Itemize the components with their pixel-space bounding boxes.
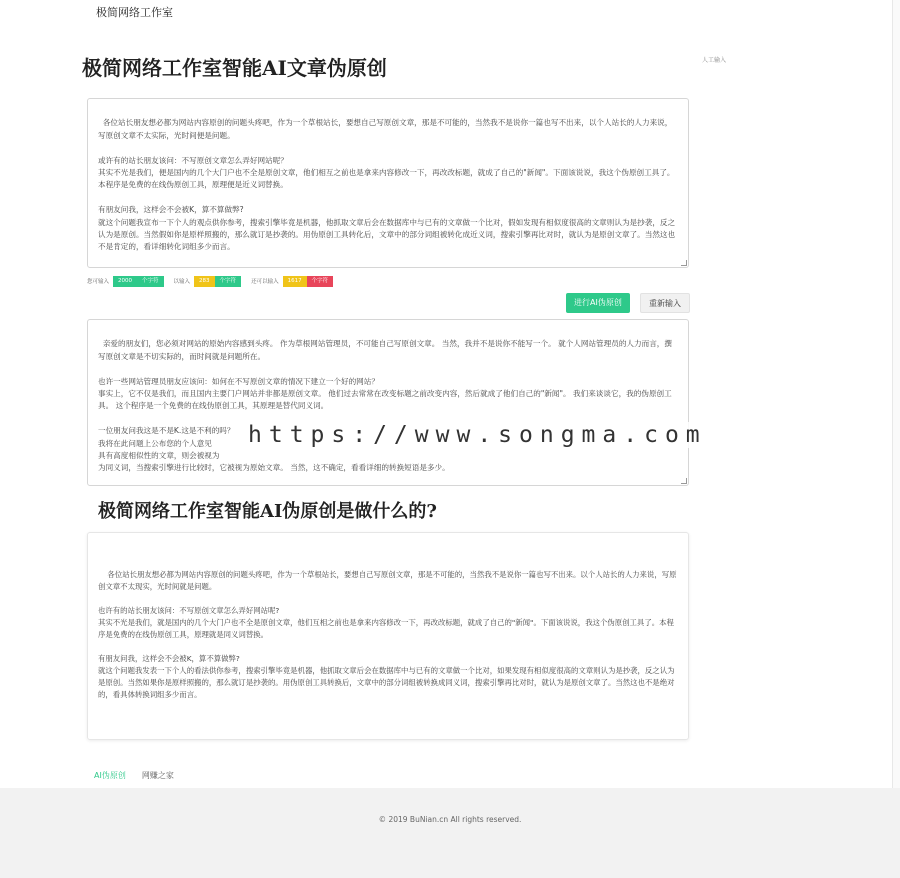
stat-unit-badge: 个字符: [307, 276, 334, 287]
description-paragraph: 也许有的站长朋友该问：不写原创文章怎么弄好网站呢? 其实不光是我们，就是国内的几个大门户也不全是原创文章，他们互相之前也是拿来内容修改一下，再改改标题，就成了自己的"新闻"。下面该说说，我这个伪原创工具了。本程序是免费的在线伪原创工具，原理就是同义词替换。: [98, 606, 674, 639]
top-bar: [0, 0, 900, 26]
char-count-stats: [87, 275, 333, 287]
page-title: 极简网络工作室智能AI文章伪原创: [82, 56, 387, 80]
stat-value-badge: 283: [194, 276, 215, 287]
brand-logo-text[interactable]: 极简网络工作室: [96, 6, 173, 19]
footer-links: [94, 770, 174, 781]
footer-link-ai-rewrite[interactable]: AI伪原创: [94, 771, 126, 780]
description-card: [87, 532, 689, 740]
description-paragraph: 有朋友问我，这样会不会被K，算不算做弊? 就这个问题我发表一下个人的看法供你参考，搜索引擎毕竟是机器，他抓取文章后会在数据库中与已有的文章做一个比对，如果发现有相似度很高的文章则认为是抄袭，反之认为是原创。当然如果你是原样照搬的，那么就订是抄袭的。用伪原创工具转换后，文章中的部分词组被转换成同义词，搜索引擎再比对时，就认为是原创文章了。当然这也不是绝对的，看具体转换词组多少而言。: [98, 654, 675, 699]
side-note: 人工输入: [702, 57, 727, 64]
scrollbar[interactable]: [892, 0, 900, 790]
stat-entered: [174, 276, 242, 287]
ai-rewrite-button[interactable]: 进行AI伪原创: [566, 293, 630, 313]
section-title: 极简网络工作室智能AI伪原创是做什么的?: [98, 501, 437, 522]
stat-limit: [87, 276, 164, 287]
stat-label: 还可以输入: [251, 279, 279, 285]
description-paragraph: 各位站长朋友想必都为网站内容原创的问题头疼吧，作为一个草根站长，要想自己写原创文章，那是不可能的，当然我不是说你一篇也写不出来。以个人站长的人力来说，写原创文章不太现实，光时间就是问题。: [98, 570, 677, 591]
stat-remaining: [251, 276, 333, 287]
stat-label: 以输入: [173, 279, 191, 285]
copyright-text: © 2019 BuNian.cn All rights reserved.: [378, 815, 522, 824]
reset-button[interactable]: 重新输入: [640, 293, 690, 313]
stat-unit-badge: 个字符: [137, 276, 164, 287]
watermark-text: https://www.songma.com: [240, 422, 715, 448]
source-text-content: 各位站长朋友想必都为网站内容原创的问题头疼吧，作为一个草根站长，要想自己写原创文章，那是不可能的，当然我不是说你一篇也写不出来，以个人站长的人力来说，写原创文章不太实际，光时间便是问题。 或许有的站长朋友该问：不写原创文章怎么弄好网站呢？ 其实不光是我们，便是国内的几个大门户也不全是原创文章，他们相互之前也是拿来内容修改一下，再改改标题，就成了自己的"新闻"。下面该说说，我这个伪原创工具了。本程序是免费的在线伪原创工具，原理便是近义词替换。 有朋友问我，这样会不会被K，算不算做弊? 就这个问题我宣布一下个人的观点供你参考，搜索引擎毕竟是机器，他抓取文章后会在数据库中与已有的文章做一个比对，假如发现有相似度很高的文章则认为是抄袭，反之认为是原创。当然假如你是原样照搬的，那么就订是抄袭的。用伪原创工具转化后，文章中的部分词组被转化成近义词，搜索引擎再比对时，就认为是原创文章了。当然这也不是肯定的，看详细转化词组多少而言。: [98, 118, 676, 252]
stat-unit-badge: 个字符: [215, 276, 242, 287]
result-text-content: 亲爱的朋友们，您必须对网站的原始内容感到头疼。 作为草根网站管理员，不可能自己写原创文章。 当然，我并不是说你不能写一个。 就个人网站管理员的人力而言，撰写原创文章是不切实际的，而时间就是问题所在。 也许一些网站管理员朋友应该问：如何在不写原创文章的情况下建立一个好的网站？ 事实上，它不仅是我们，而且国内主要门户网站并非都是原创文章。 他们过去常常在改变标题之前改变内容，然后就成了他们自己的"新闻"。 我们来谈谈它，我的伪原创工具。 这个程序是一个免费的在线伪原创工具，其原理是替代同义词。 一位朋友问我这是不是K.这是不利的吗？ 我将在此问题上公布您的个人意见 具有高度相似性的文章，则会被视为 为同义词，当搜索引擎进行比较时，它被视为原始文章。 当然，这不确定，看看详细的转换短语是多少。: [98, 339, 672, 473]
stat-value-badge: 2000: [113, 276, 137, 287]
stat-value-badge: 1617: [283, 276, 307, 287]
resize-handle[interactable]: [681, 478, 687, 484]
source-text-input[interactable]: [87, 98, 689, 268]
resize-handle[interactable]: [681, 260, 687, 266]
stat-label: 您可输入: [87, 279, 110, 285]
footer-link-wangzhuan[interactable]: 网赚之家: [141, 771, 174, 780]
footer: [0, 788, 900, 878]
result-text-output[interactable]: [87, 319, 689, 486]
